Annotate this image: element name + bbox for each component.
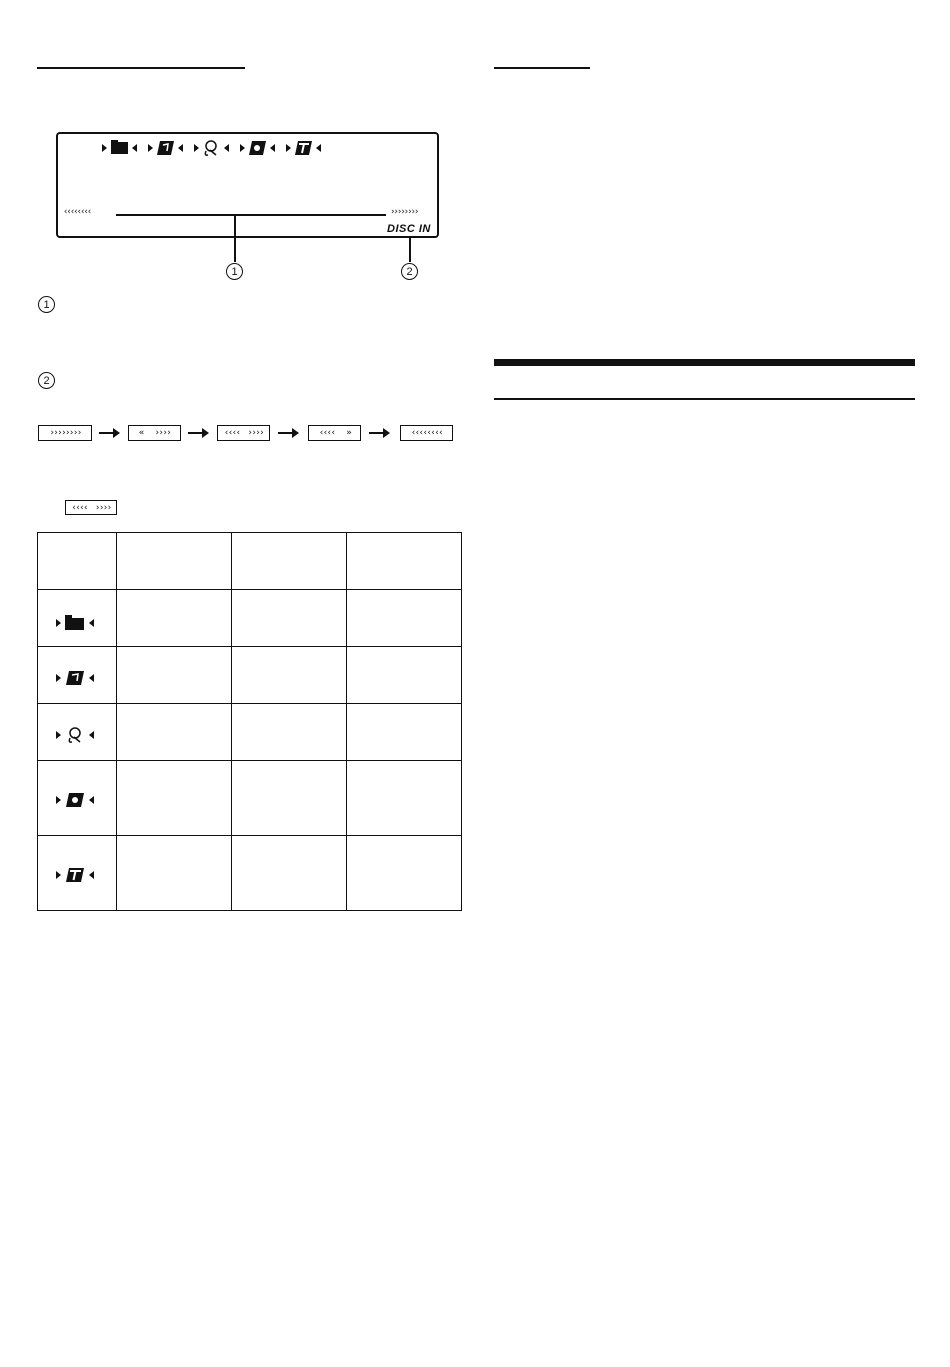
- arrow-3: [278, 432, 293, 434]
- folder-icon: [56, 614, 98, 632]
- note-marker-2: 2: [38, 372, 55, 389]
- table-header-cell: [38, 533, 117, 590]
- table-header-row: [38, 533, 462, 590]
- right-header-rule: [494, 67, 590, 69]
- table-icon-cell: [38, 836, 117, 911]
- level-state-2: « ››››: [128, 425, 181, 441]
- table-header-cell: [232, 533, 347, 590]
- table-cell: [232, 761, 347, 836]
- table-cell: [232, 647, 347, 704]
- table-cell: [117, 761, 232, 836]
- table-cell: [117, 590, 232, 647]
- artist-icon: [56, 726, 98, 744]
- note-marker-1: 1: [38, 296, 55, 313]
- table-icon-cell: [38, 590, 117, 647]
- level-example: ‹‹‹‹ ››››: [65, 500, 117, 515]
- left-header-rule: [37, 67, 245, 69]
- table-icon-cell: [38, 761, 117, 836]
- level-state-4: ‹‹‹‹ »: [308, 425, 361, 441]
- table-cell: [347, 590, 462, 647]
- artist-icon: [194, 141, 229, 155]
- table-row: [38, 836, 462, 911]
- album-icon: [240, 141, 275, 155]
- table-cell: [347, 761, 462, 836]
- table-cell: [117, 704, 232, 761]
- table-row: [38, 647, 462, 704]
- arrow-4: [369, 432, 384, 434]
- table-row: [38, 590, 462, 647]
- table-cell: [117, 647, 232, 704]
- song-icon: [148, 141, 183, 155]
- table-cell: [232, 590, 347, 647]
- folder-icon: [102, 140, 137, 154]
- mode-indicator-row: [102, 139, 342, 157]
- disc-in-indicator: DISC IN: [387, 223, 431, 235]
- callout-line-2: [409, 236, 411, 262]
- table-row: [38, 761, 462, 836]
- table-cell: [232, 836, 347, 911]
- section-heading-bar: [494, 359, 915, 366]
- mode-indicators-svg: [102, 139, 342, 157]
- table-cell: [347, 647, 462, 704]
- table-header-cell: [347, 533, 462, 590]
- level-state-5: ‹‹‹‹‹‹‹‹: [400, 425, 453, 441]
- table-cell: [117, 836, 232, 911]
- level-state-3: ‹‹‹‹ ››››: [217, 425, 270, 441]
- album-icon: [56, 791, 98, 809]
- level-meter-left: ‹‹‹‹‹‹‹‹: [63, 207, 91, 217]
- title-icon: [56, 866, 98, 884]
- callout-line-1: [234, 214, 236, 262]
- table-icon-cell: [38, 647, 117, 704]
- callout-marker-1: 1: [226, 263, 243, 280]
- table-header-cell: [117, 533, 232, 590]
- mode-table: [37, 532, 462, 911]
- table-cell: [347, 836, 462, 911]
- table-icon-cell: [38, 704, 117, 761]
- callout-marker-2: 2: [401, 263, 418, 280]
- section-heading-underline: [494, 398, 915, 400]
- table-cell: [232, 704, 347, 761]
- level-meter-right: ››››››››: [390, 207, 418, 217]
- arrow-2: [188, 432, 203, 434]
- arrow-1: [99, 432, 114, 434]
- title-icon: [286, 141, 321, 155]
- song-icon: [56, 669, 98, 687]
- table-cell: [347, 704, 462, 761]
- level-meter-bar: [116, 214, 386, 216]
- lcd-display-illustration: [56, 132, 439, 238]
- table-row: [38, 704, 462, 761]
- level-state-1: ››››››››: [38, 425, 92, 441]
